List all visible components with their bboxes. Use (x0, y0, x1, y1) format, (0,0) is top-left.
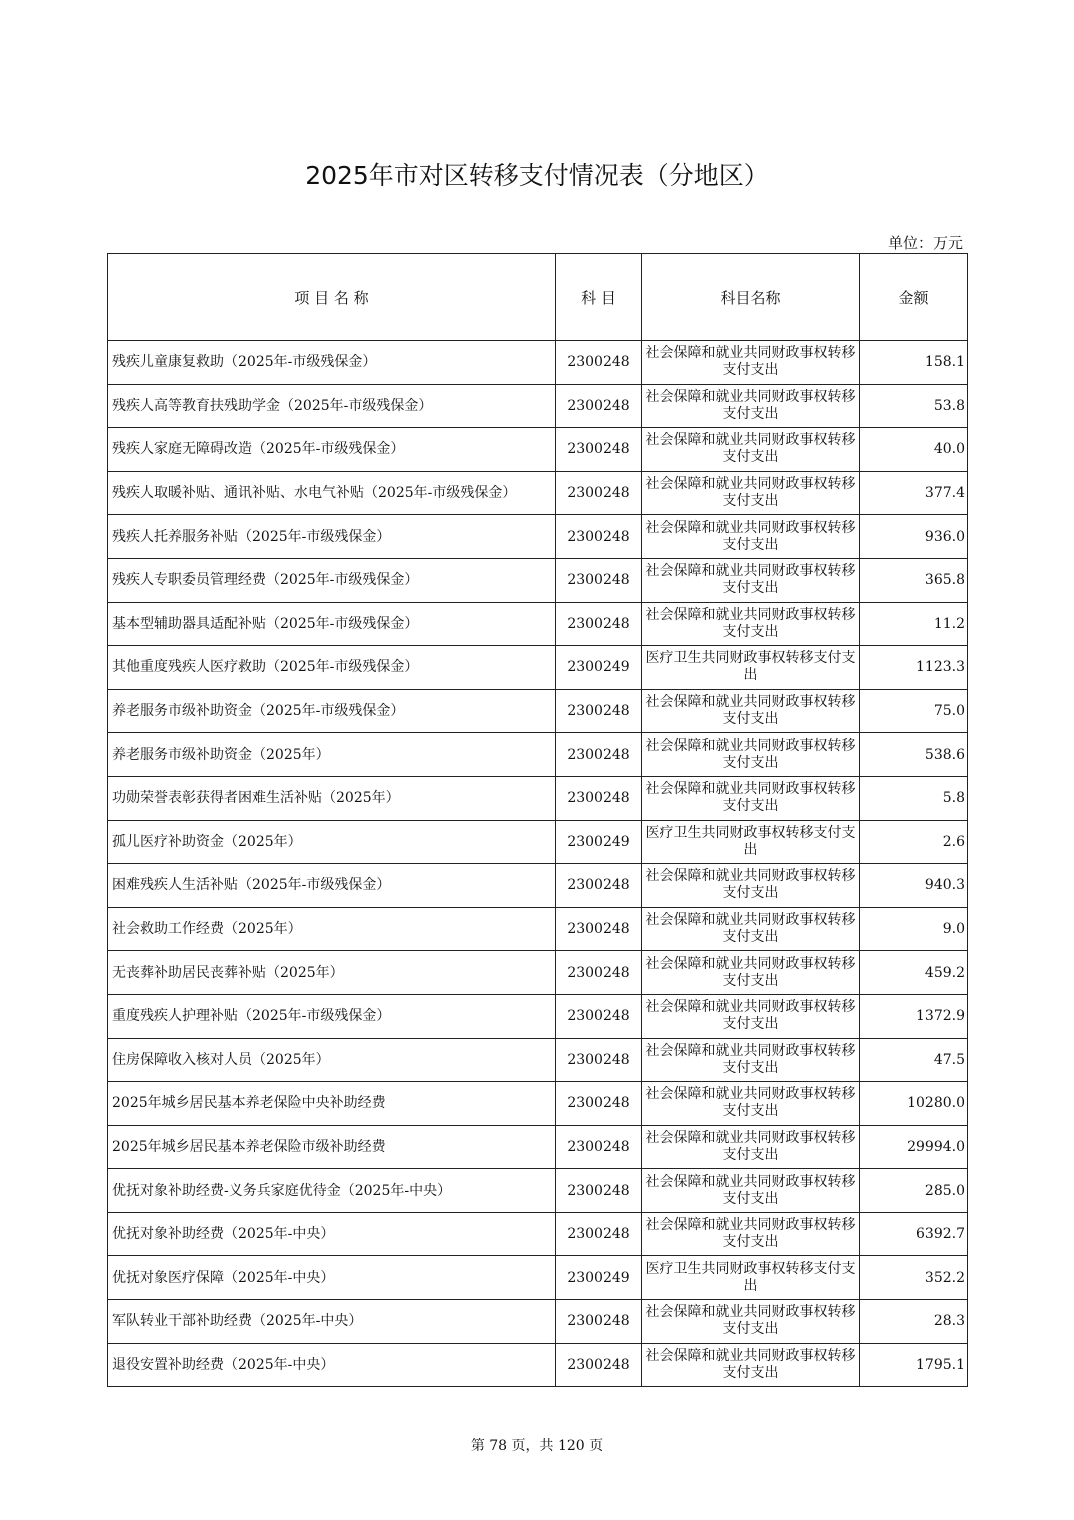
table-row (108, 1038, 968, 1082)
item-name-cell: 残疾人高等教育扶残助学金（2025年-市级残保金） (108, 384, 556, 428)
amount-cell: 28.3 (860, 1300, 968, 1344)
header-item-name: 项 目 名 称 (108, 254, 556, 341)
amount-cell: 5.8 (860, 776, 968, 820)
amount-cell: 940.3 (860, 864, 968, 908)
amount-cell: 40.0 (860, 428, 968, 472)
amount-cell: 53.8 (860, 384, 968, 428)
table-row (108, 384, 968, 428)
amount-cell: 75.0 (860, 689, 968, 733)
item-name-cell: 优抚对象医疗保障（2025年-中央） (108, 1256, 556, 1300)
table-row (108, 1125, 968, 1169)
item-name-cell: 住房保障收入核对人员（2025年） (108, 1038, 556, 1082)
table-row (108, 1212, 968, 1256)
amount-cell: 459.2 (860, 951, 968, 995)
subject-code-cell: 2300248 (556, 1343, 642, 1387)
subject-name-cell: 社会保障和就业共同财政事权转移支付支出 (642, 951, 860, 995)
subject-code-cell: 2300248 (556, 1082, 642, 1126)
table-row (108, 515, 968, 559)
subject-name-cell: 社会保障和就业共同财政事权转移支付支出 (642, 776, 860, 820)
amount-cell: 352.2 (860, 1256, 968, 1300)
item-name-cell: 困难残疾人生活补贴（2025年-市级残保金） (108, 864, 556, 908)
amount-cell: 47.5 (860, 1038, 968, 1082)
item-name-cell: 残疾人托养服务补贴（2025年-市级残保金） (108, 515, 556, 559)
subject-code-cell: 2300248 (556, 864, 642, 908)
table-row (108, 776, 968, 820)
subject-name-cell: 社会保障和就业共同财政事权转移支付支出 (642, 602, 860, 646)
item-name-cell: 2025年城乡居民基本养老保险市级补助经费 (108, 1125, 556, 1169)
amount-cell: 2.6 (860, 820, 968, 864)
subject-name-cell: 医疗卫生共同财政事权转移支付支出 (642, 820, 860, 864)
item-name-cell: 退役安置补助经费（2025年-中央） (108, 1343, 556, 1387)
table-row (108, 428, 968, 472)
subject-code-cell: 2300248 (556, 907, 642, 951)
table-row (108, 1082, 968, 1126)
table-row (108, 602, 968, 646)
subject-name-cell: 社会保障和就业共同财政事权转移支付支出 (642, 1038, 860, 1082)
table-row (108, 1169, 968, 1213)
table-body (108, 341, 968, 1387)
table-row (108, 558, 968, 602)
subject-name-cell: 医疗卫生共同财政事权转移支付支出 (642, 646, 860, 690)
header-amount: 金额 (860, 254, 968, 341)
subject-code-cell: 2300248 (556, 515, 642, 559)
amount-cell: 29994.0 (860, 1125, 968, 1169)
amount-cell: 936.0 (860, 515, 968, 559)
amount-cell: 1795.1 (860, 1343, 968, 1387)
subject-code-cell: 2300248 (556, 602, 642, 646)
item-name-cell: 残疾人取暖补贴、通讯补贴、水电气补贴（2025年-市级残保金） (108, 471, 556, 515)
subject-name-cell: 社会保障和就业共同财政事权转移支付支出 (642, 1343, 860, 1387)
amount-cell: 1372.9 (860, 994, 968, 1038)
amount-cell: 538.6 (860, 733, 968, 777)
subject-code-cell: 2300248 (556, 689, 642, 733)
subject-code-cell: 2300248 (556, 1212, 642, 1256)
table-row (108, 646, 968, 690)
page-footer: 第 78 页，共 120 页 (470, 1438, 604, 1454)
table-row (108, 689, 968, 733)
item-name-cell: 其他重度残疾人医疗救助（2025年-市级残保金） (108, 646, 556, 690)
page-title: 2025年市对区转移支付情况表（分地区） (305, 161, 769, 190)
item-name-cell: 养老服务市级补助资金（2025年-市级残保金） (108, 689, 556, 733)
subject-name-cell: 社会保障和就业共同财政事权转移支付支出 (642, 471, 860, 515)
subject-name-cell: 社会保障和就业共同财政事权转移支付支出 (642, 1169, 860, 1213)
table-row (108, 1300, 968, 1344)
table-row (108, 471, 968, 515)
subject-name-cell: 社会保障和就业共同财政事权转移支付支出 (642, 1300, 860, 1344)
item-name-cell: 优抚对象补助经费（2025年-中央） (108, 1212, 556, 1256)
table-row (108, 341, 968, 385)
subject-code-cell: 2300249 (556, 1256, 642, 1300)
table-row (108, 951, 968, 995)
subject-name-cell: 社会保障和就业共同财政事权转移支付支出 (642, 689, 860, 733)
amount-cell: 6392.7 (860, 1212, 968, 1256)
subject-name-cell: 医疗卫生共同财政事权转移支付支出 (642, 1256, 860, 1300)
subject-code-cell: 2300248 (556, 951, 642, 995)
item-name-cell: 残疾儿童康复救助（2025年-市级残保金） (108, 341, 556, 385)
subject-code-cell: 2300248 (556, 733, 642, 777)
subject-name-cell: 社会保障和就业共同财政事权转移支付支出 (642, 733, 860, 777)
subject-name-cell: 社会保障和就业共同财政事权转移支付支出 (642, 515, 860, 559)
subject-code-cell: 2300248 (556, 471, 642, 515)
table-row (108, 1256, 968, 1300)
unit-label: 单位：万元 (887, 234, 963, 252)
item-name-cell: 基本型辅助器具适配补贴（2025年-市级残保金） (108, 602, 556, 646)
table-row (108, 733, 968, 777)
subject-code-cell: 2300248 (556, 1169, 642, 1213)
item-name-cell: 军队转业干部补助经费（2025年-中央） (108, 1300, 556, 1344)
amount-cell: 9.0 (860, 907, 968, 951)
subject-name-cell: 社会保障和就业共同财政事权转移支付支出 (642, 341, 860, 385)
subject-name-cell: 社会保障和就业共同财政事权转移支付支出 (642, 864, 860, 908)
subject-name-cell: 社会保障和就业共同财政事权转移支付支出 (642, 1125, 860, 1169)
item-name-cell: 孤儿医疗补助资金（2025年） (108, 820, 556, 864)
item-name-cell: 2025年城乡居民基本养老保险中央补助经费 (108, 1082, 556, 1126)
subject-name-cell: 社会保障和就业共同财政事权转移支付支出 (642, 1082, 860, 1126)
item-name-cell: 养老服务市级补助资金（2025年） (108, 733, 556, 777)
subject-code-cell: 2300248 (556, 384, 642, 428)
subject-name-cell: 社会保障和就业共同财政事权转移支付支出 (642, 994, 860, 1038)
table-row (108, 1343, 968, 1387)
subject-code-cell: 2300249 (556, 646, 642, 690)
subject-name-cell: 社会保障和就业共同财政事权转移支付支出 (642, 1212, 860, 1256)
item-name-cell: 残疾人专职委员管理经费（2025年-市级残保金） (108, 558, 556, 602)
subject-code-cell: 2300248 (556, 1038, 642, 1082)
header-subject-name: 科目名称 (642, 254, 860, 341)
amount-cell: 11.2 (860, 602, 968, 646)
item-name-cell: 重度残疾人护理补贴（2025年-市级残保金） (108, 994, 556, 1038)
item-name-cell: 优抚对象补助经费-义务兵家庭优待金（2025年-中央） (108, 1169, 556, 1213)
subject-code-cell: 2300248 (556, 1300, 642, 1344)
amount-cell: 365.8 (860, 558, 968, 602)
subject-name-cell: 社会保障和就业共同财政事权转移支付支出 (642, 558, 860, 602)
subject-code-cell: 2300248 (556, 776, 642, 820)
subject-name-cell: 社会保障和就业共同财政事权转移支付支出 (642, 428, 860, 472)
subject-code-cell: 2300248 (556, 994, 642, 1038)
subject-code-cell: 2300248 (556, 341, 642, 385)
subject-code-cell: 2300248 (556, 558, 642, 602)
amount-cell: 1123.3 (860, 646, 968, 690)
item-name-cell: 无丧葬补助居民丧葬补贴（2025年） (108, 951, 556, 995)
table-row (108, 907, 968, 951)
subject-name-cell: 社会保障和就业共同财政事权转移支付支出 (642, 907, 860, 951)
amount-cell: 10280.0 (860, 1082, 968, 1126)
subject-code-cell: 2300248 (556, 1125, 642, 1169)
subject-name-cell: 社会保障和就业共同财政事权转移支付支出 (642, 384, 860, 428)
transfer-payment-table (107, 253, 968, 1387)
amount-cell: 158.1 (860, 341, 968, 385)
table-row (108, 820, 968, 864)
table-row (108, 994, 968, 1038)
header-row (108, 254, 968, 341)
amount-cell: 377.4 (860, 471, 968, 515)
amount-cell: 285.0 (860, 1169, 968, 1213)
item-name-cell: 残疾人家庭无障碍改造（2025年-市级残保金） (108, 428, 556, 472)
item-name-cell: 社会救助工作经费（2025年） (108, 907, 556, 951)
table-row (108, 864, 968, 908)
item-name-cell: 功勋荣誉表彰获得者困难生活补贴（2025年） (108, 776, 556, 820)
subject-code-cell: 2300249 (556, 820, 642, 864)
subject-code-cell: 2300248 (556, 428, 642, 472)
header-subject-code: 科 目 (556, 254, 642, 341)
